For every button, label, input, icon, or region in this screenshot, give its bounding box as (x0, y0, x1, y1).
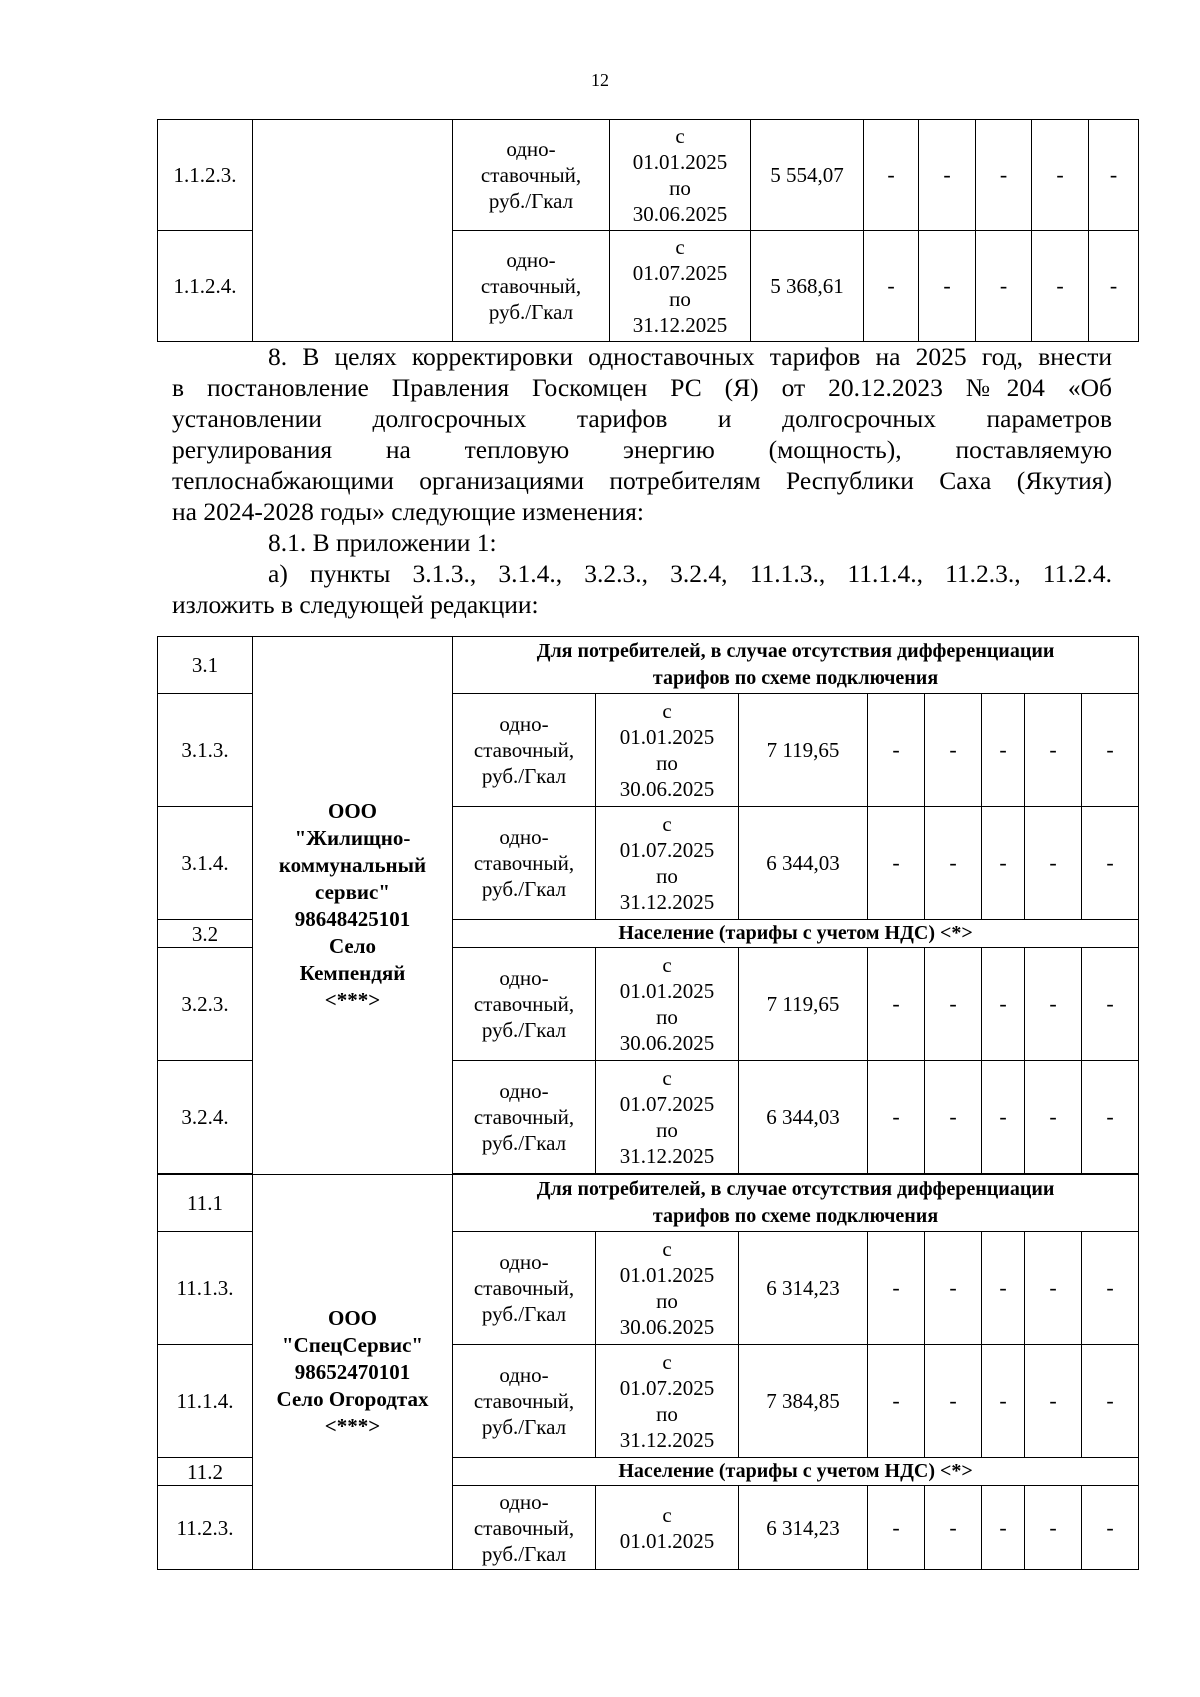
tariff-value: 5 368,61 (751, 231, 864, 342)
empty-value: - (868, 694, 925, 807)
period-line: с (662, 1066, 672, 1090)
para-a-line: изложить в следующей редакции: (172, 590, 539, 619)
empty-value: - (1032, 120, 1089, 231)
row-number: 3.1.3. (158, 694, 253, 807)
para-8-line: регулирования на тепловую энергию (мощность), поставляемую (172, 435, 1112, 464)
tariff-type-line: руб./Гкал (488, 189, 574, 213)
tariff-value: 6 344,03 (739, 1061, 868, 1174)
tariff-value: 6 314,23 (739, 1232, 868, 1345)
section-title-line: тарифов по схеме подключения (652, 667, 939, 689)
empty-value: - (982, 1061, 1025, 1174)
resolution-text (172, 341, 1112, 620)
tariff-type-line: руб./Гкал (481, 764, 567, 788)
row-number: 3.2.3. (158, 948, 253, 1061)
period-line: 31.12.2025 (632, 313, 728, 337)
empty-value: - (982, 807, 1025, 920)
tariff-type-line: одно- (499, 966, 549, 990)
tariff-type-line: ставочный, (473, 1105, 575, 1129)
period-line: 01.01.2025 (619, 725, 715, 749)
period-line: 01.07.2025 (619, 838, 715, 862)
tariff-period (596, 1232, 739, 1345)
empty-value: - (982, 948, 1025, 1061)
period-line: с (662, 1502, 672, 1527)
period-line: с (662, 812, 672, 836)
period-line: 30.06.2025 (632, 202, 728, 226)
empty-value: - (976, 231, 1032, 342)
period-line: 01.07.2025 (619, 1092, 715, 1116)
org-line: Село Огородтах (276, 1386, 429, 1411)
section-row (158, 637, 1139, 694)
section-title (453, 637, 1139, 694)
empty-value: - (868, 1486, 925, 1570)
tariff-value: 6 314,23 (739, 1486, 868, 1570)
period-line: по (656, 1289, 678, 1313)
period-line: 31.12.2025 (619, 1428, 715, 1452)
empty-value: - (1025, 694, 1082, 807)
period-line: по (669, 287, 691, 311)
org-line: <***> (324, 987, 381, 1012)
org-line: ООО (327, 1305, 377, 1330)
tariff-type-line: одно- (499, 1489, 549, 1514)
period-line: по (656, 1118, 678, 1142)
tariff-type-line: руб./Гкал (481, 1541, 567, 1566)
period-line: по (669, 176, 691, 200)
empty-value: - (1082, 694, 1139, 807)
empty-value: - (1025, 1061, 1082, 1174)
empty-value: - (982, 1232, 1025, 1345)
tariff-type (453, 694, 596, 807)
tariff-type (453, 1061, 596, 1174)
empty-value: - (868, 807, 925, 920)
org-line: 98648425101 (294, 906, 411, 931)
empty-value: - (976, 120, 1032, 231)
row-number: 11.1.4. (158, 1345, 253, 1458)
tariff-value: 7 384,85 (739, 1345, 868, 1458)
section-title: Население (тарифы с учетом НДС) <*> (453, 920, 1139, 948)
empty-value: - (925, 807, 982, 920)
tariff-period (596, 694, 739, 807)
tariff-value: 6 344,03 (739, 807, 868, 920)
org-line: "СпецСервис" (281, 1332, 424, 1357)
organization-cell (253, 637, 453, 1175)
tariff-type (453, 948, 596, 1061)
period-line: 01.07.2025 (619, 1376, 715, 1400)
org-line: "Жилищно- (294, 825, 411, 850)
period-line: с (662, 1237, 672, 1261)
tariff-type (453, 231, 610, 342)
empty-value: - (925, 694, 982, 807)
para-8-line: установлении долгосрочных тарифов и долгосрочных параметров (172, 404, 1112, 433)
tariff-period (596, 1345, 739, 1458)
tariff-type-line: ставочный, (480, 163, 582, 187)
period-line: по (656, 864, 678, 888)
empty-value: - (868, 1232, 925, 1345)
tariff-period (596, 1061, 739, 1174)
tariff-type (453, 1345, 596, 1458)
empty-value: - (868, 1345, 925, 1458)
para-8-line: 8. В целях корректировки одноставочных тарифов на 2025 год, внести (268, 342, 1112, 371)
org-line: Село (328, 933, 377, 958)
tariff-period (596, 1486, 739, 1570)
org-line: ООО (327, 798, 377, 823)
tariff-type (453, 1232, 596, 1345)
tariff-type-line: руб./Гкал (481, 1018, 567, 1042)
empty-value: - (1082, 1061, 1139, 1174)
empty-value: - (1025, 1232, 1082, 1345)
section-number: 3.2 (158, 920, 253, 948)
tariff-type-line: ставочный, (473, 1515, 575, 1540)
period-line: с (662, 699, 672, 723)
period-line: с (675, 235, 685, 259)
para-8-line: теплоснабжающими организациями потребителям Республики Саха (Якутия) (172, 466, 1112, 495)
empty-value: - (1089, 231, 1139, 342)
tariff-type-line: ставочный, (480, 274, 582, 298)
para-8-1: 8.1. В приложении 1: (268, 528, 497, 557)
section-row (158, 1175, 1139, 1232)
tariff-type-line: одно- (499, 1250, 549, 1274)
row-number: 3.2.4. (158, 1061, 253, 1174)
empty-value: - (925, 1232, 982, 1345)
organization-cell (253, 1175, 453, 1570)
period-line: с (675, 124, 685, 148)
tariff-type (453, 807, 596, 920)
empty-value: - (1082, 1232, 1139, 1345)
period-line: с (662, 953, 672, 977)
period-line: 01.01.2025 (632, 150, 728, 174)
empty-value: - (1082, 1345, 1139, 1458)
tariff-period (596, 948, 739, 1061)
para-a-line: а) пункты 3.1.3., 3.1.4., 3.2.3., 3.2.4, 11.1.3., 11.1.4., 11.2.3., 11.2.4. (268, 559, 1112, 588)
tariff-value: 7 119,65 (739, 694, 868, 807)
tariff-type-line: руб./Гкал (488, 300, 574, 324)
tariff-type-line: одно- (506, 137, 556, 161)
tariff-type-line: руб./Гкал (481, 1415, 567, 1439)
empty-value: - (925, 1061, 982, 1174)
period-line: 01.07.2025 (632, 261, 728, 285)
org-line: <***> (324, 1413, 381, 1438)
tariff-type-line: одно- (499, 1363, 549, 1387)
tariff-period (596, 807, 739, 920)
period-line: 31.12.2025 (619, 1144, 715, 1168)
row-number: 1.1.2.3. (158, 120, 253, 231)
org-line: сервис" (315, 879, 390, 904)
empty-value: - (919, 120, 976, 231)
section-title (453, 1175, 1139, 1232)
section-title-line: Для потребителей, в случае отсутствия дифференциации (536, 640, 1055, 662)
tariff-type-line: одно- (506, 248, 556, 272)
section-title: Население (тарифы с учетом НДС) <*> (453, 1458, 1139, 1486)
period-line: по (656, 1005, 678, 1029)
period-line: 30.06.2025 (619, 1315, 715, 1339)
para-8-line: на 2024-2028 годы» следующие изменения: (172, 497, 644, 526)
empty-value: - (1025, 1486, 1082, 1570)
tariff-value: 7 119,65 (739, 948, 868, 1061)
section-number: 3.1 (158, 637, 253, 694)
tariff-period (610, 231, 751, 342)
period-line: 30.06.2025 (619, 777, 715, 801)
tariff-type-line: ставочный, (473, 738, 575, 762)
tariff-type-line: руб./Гкал (481, 1131, 567, 1155)
empty-value: - (1089, 120, 1139, 231)
period-line: 01.01.2025 (619, 979, 715, 1003)
tariff-type-line: ставочный, (473, 992, 575, 1016)
empty-value: - (1032, 231, 1089, 342)
period-line: 31.12.2025 (619, 890, 715, 914)
tariff-period (610, 120, 751, 231)
row-number: 3.1.4. (158, 807, 253, 920)
empty-value: - (868, 948, 925, 1061)
empty-value: - (925, 1345, 982, 1458)
org-line: коммунальный (278, 852, 427, 877)
period-line: 01.01.2025 (619, 1528, 715, 1553)
org-line: Кемпендяй (299, 960, 406, 985)
empty-value: - (864, 231, 919, 342)
empty-value: - (919, 231, 976, 342)
empty-value: - (1025, 807, 1082, 920)
page-number: 12 (591, 70, 609, 90)
section-number: 11.2 (158, 1458, 253, 1486)
empty-value: - (925, 1486, 982, 1570)
section-number: 11.1 (158, 1175, 253, 1232)
table-row (158, 120, 1139, 231)
period-line: 01.01.2025 (619, 1263, 715, 1287)
empty-value: - (1025, 948, 1082, 1061)
period-line: по (656, 751, 678, 775)
tariff-value: 5 554,07 (751, 120, 864, 231)
empty-value: - (982, 1486, 1025, 1570)
tariff-type-line: ставочный, (473, 1276, 575, 1300)
row-number: 1.1.2.4. (158, 231, 253, 342)
tariff-type-line: руб./Гкал (481, 1302, 567, 1326)
period-line: 30.06.2025 (619, 1031, 715, 1055)
org-cell-empty (253, 120, 453, 342)
tariff-table-main (157, 636, 1139, 1570)
row-number: 11.2.3. (158, 1486, 253, 1570)
org-line: 98652470101 (294, 1359, 411, 1384)
para-8-line: в постановление Правления Госкомцен РС (Я) от 20.12.2023 №204 «Об (172, 373, 1112, 402)
tariff-type-line: одно- (499, 712, 549, 736)
empty-value: - (982, 694, 1025, 807)
tariff-type (453, 120, 610, 231)
tariff-table-continuation (157, 119, 1139, 342)
empty-value: - (1082, 807, 1139, 920)
period-line: по (656, 1402, 678, 1426)
row-number: 11.1.3. (158, 1232, 253, 1345)
empty-value: - (864, 120, 919, 231)
period-line: с (662, 1350, 672, 1374)
empty-value: - (1082, 948, 1139, 1061)
tariff-type-line: одно- (499, 1079, 549, 1103)
tariff-type (453, 1486, 596, 1570)
empty-value: - (982, 1345, 1025, 1458)
tariff-type-line: руб./Гкал (481, 877, 567, 901)
empty-value: - (868, 1061, 925, 1174)
empty-value: - (1082, 1486, 1139, 1570)
empty-value: - (1025, 1345, 1082, 1458)
tariff-type-line: одно- (499, 825, 549, 849)
tariff-type-line: ставочный, (473, 1389, 575, 1413)
section-title-line: тарифов по схеме подключения (652, 1205, 939, 1227)
empty-value: - (925, 948, 982, 1061)
section-title-line: Для потребителей, в случае отсутствия дифференциации (536, 1178, 1055, 1200)
tariff-type-line: ставочный, (473, 851, 575, 875)
